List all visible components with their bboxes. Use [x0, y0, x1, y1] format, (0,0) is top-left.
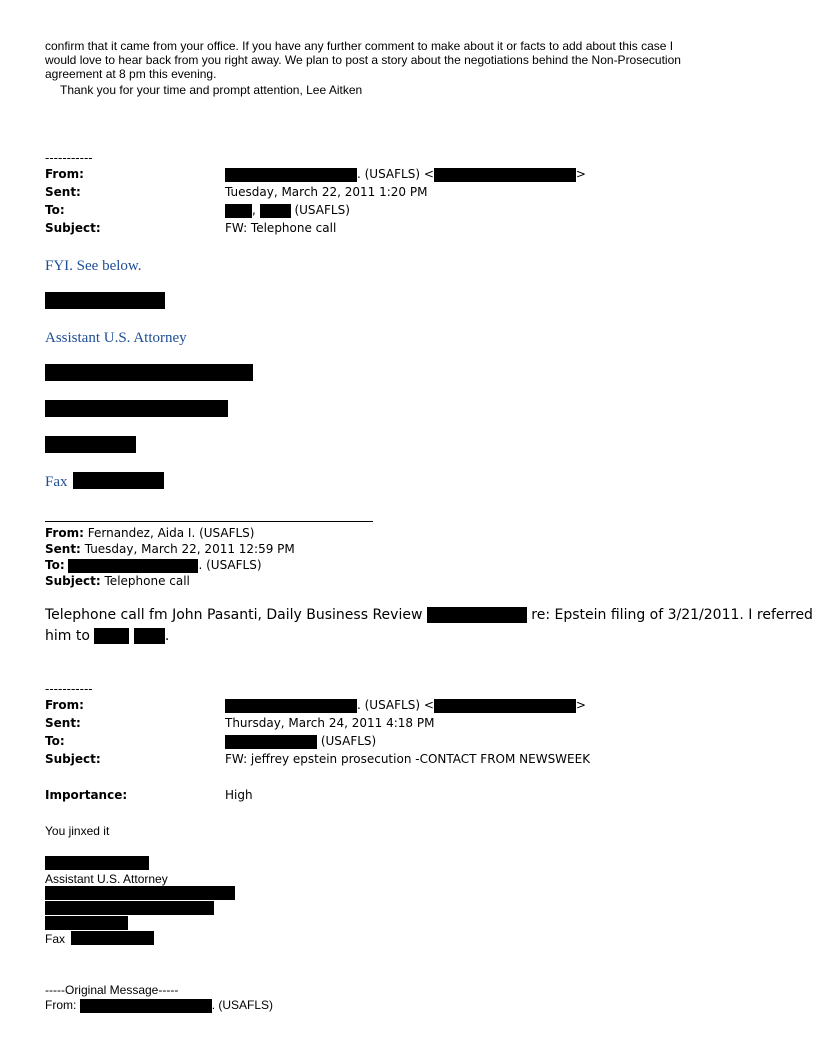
email2-body-line-2: him to .	[45, 628, 170, 644]
email1-body: FYI. See below.	[45, 258, 142, 274]
email2-sent-row: Sent: Tuesday, March 22, 2011 12:59 PM	[45, 542, 295, 556]
redaction	[134, 628, 165, 644]
redaction	[260, 204, 291, 218]
redaction	[94, 628, 129, 644]
redaction	[427, 607, 527, 623]
email1-subject-label: Subject:	[45, 221, 101, 235]
email1-from-label: From:	[45, 167, 84, 181]
original-message-header: -----Original Message-----	[45, 983, 179, 997]
email1-subject-value: FW: Telephone call	[225, 221, 337, 235]
intro-line-2: would love to hear back from you right away. We plan to post a story about the negotiations behind the Non-Prosecution	[45, 53, 681, 67]
redaction	[45, 916, 128, 930]
email2-from-row: From: Fernandez, Aida I. (USAFLS)	[45, 526, 255, 540]
redaction	[225, 204, 252, 218]
redaction	[45, 400, 228, 417]
redaction	[434, 699, 576, 713]
email3-to-label: To:	[45, 734, 65, 748]
email1-to-label: To:	[45, 203, 65, 217]
redaction	[80, 999, 212, 1013]
divider-line	[45, 521, 373, 522]
redaction	[45, 856, 149, 870]
email1-sig-fax: Fax	[45, 474, 68, 490]
email1-sent-label: Sent:	[45, 185, 81, 199]
intro-line-3: agreement at 8 pm this evening.	[45, 67, 217, 81]
email3-from-value: . (USAFLS) < >	[225, 698, 586, 713]
redaction	[434, 168, 576, 182]
redaction	[225, 699, 357, 713]
redaction	[45, 364, 253, 381]
email2-subject-row: Subject: Telephone call	[45, 574, 190, 588]
redaction	[45, 292, 165, 309]
redaction	[68, 559, 198, 573]
intro-signoff: Thank you for your time and prompt attention, Lee Aitken	[60, 83, 363, 97]
email3-importance-value: High	[225, 788, 253, 802]
email1-from-value: . (USAFLS) < >	[225, 167, 586, 182]
email1-to-value: , (USAFLS)	[225, 203, 350, 218]
email3-sent-label: Sent:	[45, 716, 81, 730]
email3-sig-title: Assistant U.S. Attorney	[45, 872, 168, 886]
original-from-row: From: . (USAFLS)	[45, 998, 274, 1012]
email3-body: You jinxed it	[45, 824, 110, 838]
email3-sig-fax: Fax	[45, 932, 66, 946]
email3-sent-value: Thursday, March 24, 2011 4:18 PM	[225, 716, 435, 730]
email3-subject-label: Subject:	[45, 752, 101, 766]
email3-to-value: (USAFLS)	[225, 734, 376, 749]
email2-to-row: To: . (USAFLS)	[45, 558, 262, 572]
redaction	[73, 472, 164, 489]
email1-sig-title: Assistant U.S. Attorney	[45, 330, 187, 346]
redaction	[225, 735, 317, 749]
redaction	[45, 886, 235, 900]
email3-importance-label: Importance:	[45, 788, 128, 802]
intro-line-1: confirm that it came from your office. If you have any further comment to make about it or facts to add about this case I	[45, 39, 674, 53]
email3-subject-value: FW: jeffrey epstein prosecution -CONTACT FROM NEWSWEEK	[225, 752, 591, 766]
email3-from-label: From:	[45, 698, 84, 712]
redaction	[225, 168, 357, 182]
separator: -----------	[45, 682, 93, 696]
email1-sent-value: Tuesday, March 22, 2011 1:20 PM	[225, 185, 428, 199]
redaction	[71, 931, 154, 945]
redaction	[45, 901, 214, 915]
email2-body-line-1: Telephone call fm John Pasanti, Daily Business Review re: Epstein filing of 3/21/2011. I referred	[45, 607, 813, 623]
separator: -----------	[45, 151, 93, 165]
redaction	[45, 436, 136, 453]
